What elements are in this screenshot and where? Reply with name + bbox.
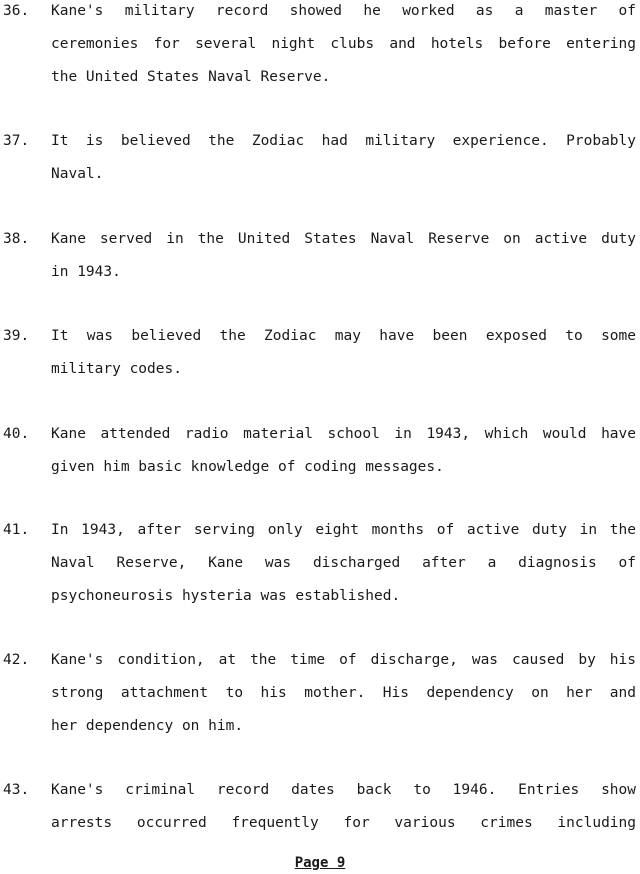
item-text-line: Naval. — [51, 166, 104, 182]
item-number: 40. — [3, 426, 30, 442]
item-text-line: arrests occurred frequently for various crimes including — [51, 815, 636, 831]
item-text-line: Naval Reserve, Kane was discharged after a diagnosis of — [51, 555, 636, 571]
page-number-footer: Page 9 — [294, 855, 346, 871]
item-number: 37. — [3, 133, 30, 149]
item-number: 38. — [3, 231, 30, 247]
item-text-line: her dependency on him. — [51, 718, 244, 734]
item-text-line: Kane's criminal record dates back to 1946. Entries show — [51, 782, 636, 798]
item-text-line: Kane's military record showed he worked as a master of — [51, 3, 636, 19]
item-text-line: psychoneurosis hysteria was established. — [51, 588, 401, 604]
item-text-line: In 1943, after serving only eight months of active duty in the — [51, 522, 636, 538]
item-text-line: Kane's condition, at the time of discharge, was caused by his — [51, 652, 636, 668]
item-text-line: Kane served in the United States Naval Reserve on active duty — [51, 231, 636, 247]
item-number: 41. — [3, 522, 30, 538]
item-text-line: Kane attended radio material school in 1943, which would have — [51, 426, 636, 442]
item-text-line: strong attachment to his mother. His dependency on her and — [51, 685, 636, 701]
item-text-line: military codes. — [51, 361, 182, 377]
item-text-line: given him basic knowledge of coding messages. — [51, 459, 444, 475]
item-number: 39. — [3, 328, 30, 344]
item-number: 36. — [3, 3, 30, 19]
item-number: 43. — [3, 782, 30, 798]
item-number: 42. — [3, 652, 30, 668]
item-text-line: It is believed the Zodiac had military experience. Probably — [51, 133, 636, 149]
item-text-line: It was believed the Zodiac may have been exposed to some — [51, 328, 636, 344]
item-text-line: in 1943. — [51, 264, 121, 280]
item-text-line: the United States Naval Reserve. — [51, 69, 331, 85]
item-text-line: ceremonies for several night clubs and hotels before entering — [51, 36, 636, 52]
